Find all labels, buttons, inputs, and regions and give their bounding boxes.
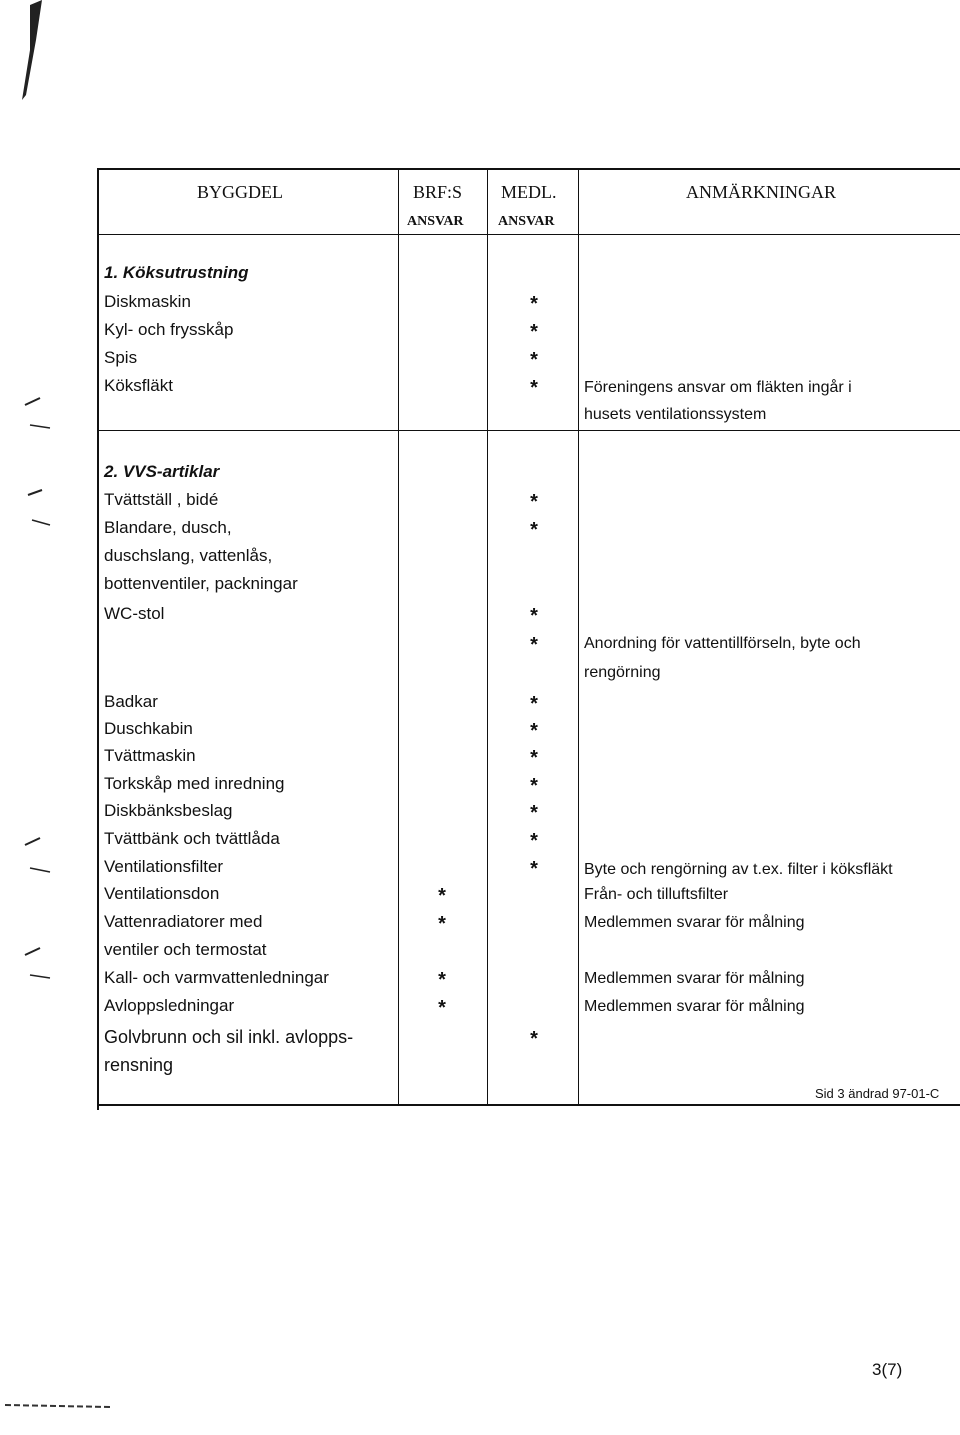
header-byggdel: BYGGDEL bbox=[197, 182, 283, 202]
medl-mark: * bbox=[530, 858, 538, 880]
note-vattentillforsel-cont: rengörning bbox=[584, 664, 661, 681]
item-kall-varmvatten: Kall- och varmvattenledningar bbox=[104, 968, 329, 987]
item-ventilationsdon: Ventilationsdon bbox=[104, 884, 220, 903]
item-vattenradiatorer: Vattenradiatorer med bbox=[104, 912, 263, 931]
medl-mark: * bbox=[530, 321, 538, 343]
item-torkskap: Torkskåp med inredning bbox=[104, 774, 285, 793]
item-badkar: Badkar bbox=[104, 692, 158, 711]
header-anmarkningar: ANMÄRKNINGAR bbox=[686, 182, 837, 202]
medl-mark: * bbox=[530, 1028, 538, 1050]
item-avloppsledningar: Avloppsledningar bbox=[104, 996, 235, 1015]
note-vattentillforsel: Anordning för vattentillförseln, byte och bbox=[584, 635, 861, 652]
medl-mark: * bbox=[530, 693, 538, 715]
revision-note: Sid 3 ändrad 97-01-C bbox=[815, 1086, 940, 1101]
note-koksflakt: Föreningens ansvar om fläkten ingår i bbox=[584, 379, 852, 396]
page-number: 3(7) bbox=[872, 1360, 903, 1379]
item-duschslang: duschslang, vattenlås, bbox=[104, 546, 273, 565]
note-koksflakt-cont: husets ventilationssystem bbox=[584, 406, 767, 423]
brf-mark: * bbox=[438, 969, 446, 991]
item-blandare-dusch: Blandare, dusch, bbox=[104, 518, 232, 537]
item-wc-stol: WC-stol bbox=[104, 604, 165, 623]
item-bottenventiler: bottenventiler, packningar bbox=[104, 574, 298, 593]
item-ventilationsfilter: Ventilationsfilter bbox=[104, 857, 224, 876]
item-tvattbank: Tvättbänk och tvättlåda bbox=[104, 829, 280, 848]
medl-mark: * bbox=[530, 605, 538, 627]
medl-mark: * bbox=[530, 802, 538, 824]
medl-mark: * bbox=[530, 491, 538, 513]
brf-mark: * bbox=[438, 997, 446, 1019]
col-divider-3 bbox=[578, 169, 579, 1105]
medl-mark: * bbox=[530, 775, 538, 797]
scan-mark-top-left bbox=[0, 0, 80, 120]
medl-mark: * bbox=[530, 720, 538, 742]
header-medl-ansvar: ANSVAR bbox=[498, 214, 555, 229]
header-medl: MEDL. bbox=[501, 182, 557, 202]
item-duschkabin: Duschkabin bbox=[104, 719, 193, 738]
item-golvbrunn: Golvbrunn och sil inkl. avlopps- bbox=[104, 1027, 354, 1047]
medl-mark: * bbox=[530, 293, 538, 315]
note-vattenradiatorer: Medlemmen svarar för målning bbox=[584, 914, 805, 931]
item-kyl-frysskap: Kyl- och frysskåp bbox=[104, 320, 234, 339]
section-divider bbox=[97, 430, 960, 431]
section-title-koksutrustning: 1. Köksutrustning bbox=[104, 263, 249, 282]
brf-mark: * bbox=[438, 913, 446, 935]
brf-mark: * bbox=[438, 885, 446, 907]
scan-mark-bottom-left bbox=[0, 1395, 120, 1415]
medl-mark: * bbox=[530, 377, 538, 399]
col-divider-2 bbox=[487, 169, 488, 1105]
item-spis: Spis bbox=[104, 348, 138, 367]
medl-mark: * bbox=[530, 830, 538, 852]
table-bottom bbox=[97, 1104, 960, 1106]
section-title-vvs: 2. VVS-artiklar bbox=[104, 462, 220, 481]
scan-mark-margin-ticks bbox=[20, 380, 70, 980]
medl-mark: * bbox=[530, 349, 538, 371]
note-ventilationsdon: Från- och tilluftsfilter bbox=[584, 886, 729, 903]
header-divider bbox=[97, 234, 960, 235]
item-ventiler-termostat: ventiler och termostat bbox=[104, 940, 267, 959]
item-tvattmaskin: Tvättmaskin bbox=[104, 746, 196, 765]
col-divider-1 bbox=[398, 169, 399, 1105]
note-kall-varmvatten: Medlemmen svarar för målning bbox=[584, 970, 805, 987]
note-avloppsledningar: Medlemmen svarar för målning bbox=[584, 998, 805, 1015]
item-rensning: rensning bbox=[104, 1055, 174, 1075]
item-koksflakt: Köksfläkt bbox=[104, 376, 173, 395]
note-ventilationsfilter: Byte och rengörning av t.ex. filter i köksfläkt bbox=[584, 861, 893, 878]
medl-mark: * bbox=[530, 747, 538, 769]
item-diskmaskin: Diskmaskin bbox=[104, 292, 191, 311]
item-tvattstall-bide: Tvättställ , bidé bbox=[104, 490, 219, 509]
medl-mark: * bbox=[530, 519, 538, 541]
header-brf-ansvar: ANSVAR bbox=[407, 214, 464, 229]
item-diskbanksbeslag: Diskbänksbeslag bbox=[104, 801, 233, 820]
header-brf: BRF:S bbox=[413, 182, 463, 202]
medl-mark: * bbox=[530, 634, 538, 656]
